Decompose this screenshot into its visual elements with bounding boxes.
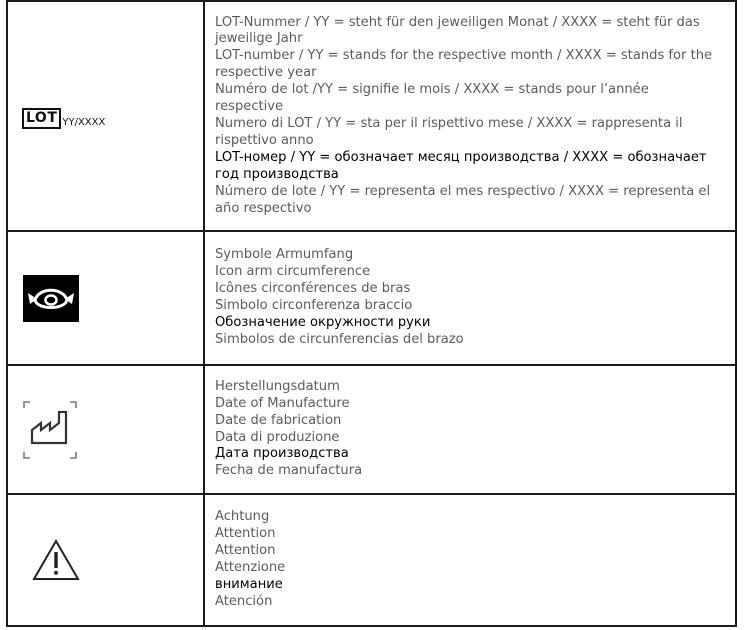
- description-text: [205, 379, 735, 480]
- description-line-ru: Дата производства: [215, 446, 349, 462]
- symbol-cell: [7, 494, 204, 626]
- description-line-de: Achtung: [215, 509, 270, 525]
- description-text: [205, 247, 735, 348]
- lot-icon: [8, 104, 203, 129]
- symbol-cell: [7, 231, 204, 365]
- description-line-ru: LOT-номер / YY = обозначает месяц производства / XXXX = обозначает год производства: [215, 149, 707, 182]
- symbol-table: [6, 0, 737, 627]
- description-line-es: Número de lote / YY = representa el mes respectivo / XXXX = representa el año respectivo: [215, 183, 711, 216]
- description-line-en: Date of Manufacture: [215, 395, 350, 411]
- symbol-cell: [7, 1, 204, 231]
- description-line-ru: внимание: [215, 576, 283, 592]
- lot-icon-suffix: YY/XXXX: [62, 116, 106, 128]
- description-line-it: Numero di LOT / YY = sta per il rispettivo mese / XXXX = rappresenta il rispettivo anno: [215, 116, 683, 148]
- description-cell: [204, 494, 736, 626]
- table-row: [7, 494, 736, 626]
- description-line-de: Symbole Armumfang: [215, 247, 354, 263]
- symbol-cell: [7, 365, 204, 494]
- lot-icon-label: LOT: [22, 108, 61, 129]
- description-line-fr: Date de fabrication: [215, 412, 342, 428]
- description-cell: [204, 1, 736, 231]
- description-line-de: Herstellungsdatum: [215, 378, 340, 394]
- warning-triangle-icon: [31, 538, 81, 582]
- description-line-it: Attenzione: [215, 560, 286, 575]
- description-line-de: LOT-Nummer / YY = steht für den jeweiligen Monat / XXXX = steht für das jeweilige Jahr: [215, 14, 700, 47]
- description-line-es: Simbolos de circunferencias del brazo: [215, 331, 464, 347]
- description-cell: [204, 365, 736, 494]
- description-line-it: Simbolo circonferenza braccio: [215, 298, 413, 313]
- description-line-es: Atención: [215, 593, 273, 609]
- table-row: [7, 231, 736, 365]
- description-line-ru: Обозначение окружности руки: [215, 314, 431, 330]
- description-text: [205, 15, 735, 218]
- manufacture-date-icon: [22, 400, 78, 460]
- description-text: [205, 509, 735, 610]
- description-line-fr: Numéro de lot /YY = signifie le mois / XXXX = stands pour l’année respective: [215, 82, 649, 115]
- description-line-en: Icon arm circumference: [215, 264, 371, 280]
- description-cell: [204, 231, 736, 365]
- description-line-fr: Attention: [215, 543, 276, 559]
- table-row: [7, 365, 736, 494]
- description-line-fr: Icônes circonférences de bras: [215, 281, 411, 297]
- description-line-es: Fecha de manufactura: [215, 463, 363, 479]
- description-line-en: LOT-number / YY = stands for the respective month / XXXX = stands for the respective year: [215, 48, 713, 81]
- description-line-en: Attention: [215, 526, 276, 542]
- table-row: [7, 1, 736, 231]
- arm-circumference-icon: [23, 275, 79, 322]
- description-line-it: Data di produzione: [215, 429, 340, 445]
